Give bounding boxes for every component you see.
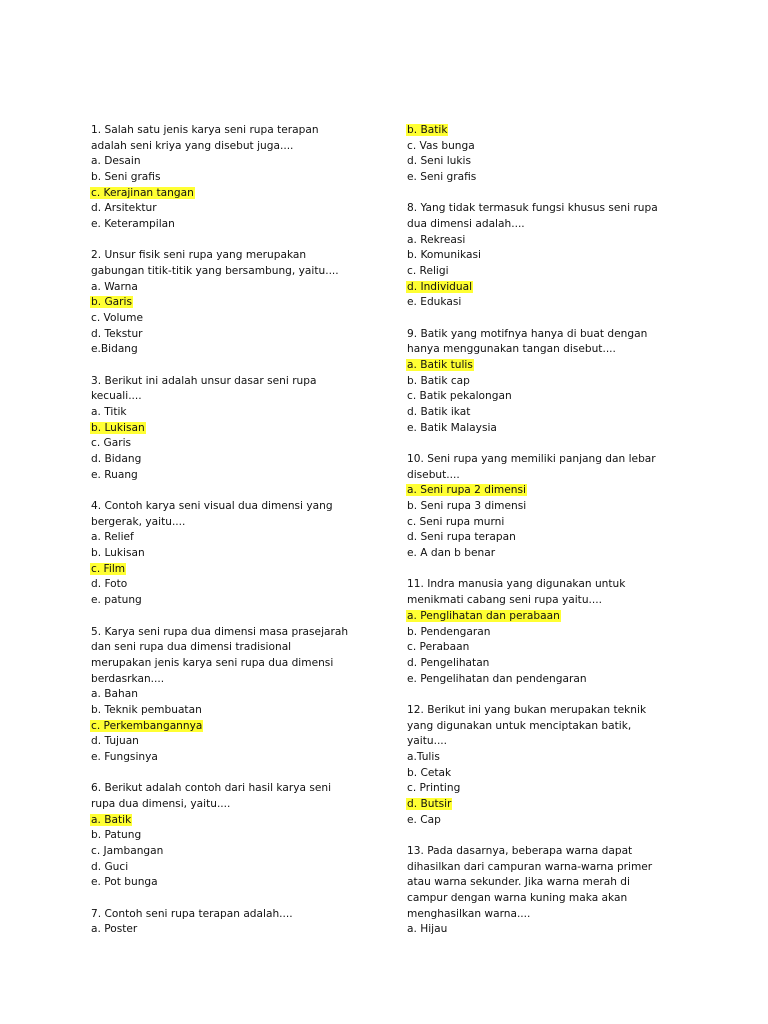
line-text: a. Bahan (91, 688, 138, 701)
question-text (90, 907, 390, 923)
line-text: 7. Contoh seni rupa terapan adalah.... (91, 907, 293, 920)
text-line (406, 530, 706, 546)
line-text: campur dengan warna kuning maka akan (407, 891, 628, 904)
line-text: e. Keterampilan (91, 218, 175, 231)
line-text: d. Batik ikat (407, 406, 471, 419)
text-line (90, 875, 390, 891)
line-text: c. Jambangan (91, 844, 164, 857)
line-text: e. Cap (407, 813, 441, 826)
answer-key-option (90, 186, 390, 202)
line-text: b. Lukisan (91, 421, 145, 434)
line-text: c. Volume (91, 312, 143, 325)
text-line (90, 327, 390, 343)
line-text: 11. Indra manusia yang digunakan untuk (407, 578, 626, 591)
question-text (90, 781, 390, 797)
line-text: adalah seni kriya yang disebut juga.... (91, 139, 294, 152)
line-text (90, 892, 92, 904)
line-text: menikmati cabang seni rupa yaitu.... (407, 594, 603, 607)
line-text: 13. Pada dasarnya, beberapa warna dapat (407, 844, 633, 857)
line-text: d. Seni lukis (407, 155, 471, 168)
answer-key-option (406, 280, 706, 296)
answer-key-option (90, 719, 390, 735)
line-text: c. Printing (407, 782, 461, 795)
line-text: b. Komunikasi (407, 249, 481, 262)
text-line (406, 499, 706, 515)
line-text (406, 312, 408, 324)
line-text: b. Pendengaran (407, 625, 491, 638)
line-text: 3. Berikut ini adalah unsur dasar seni rupa (91, 374, 317, 387)
question-text (406, 703, 706, 719)
line-text (90, 234, 92, 246)
line-text: e. Fungsinya (91, 750, 158, 763)
line-text: 6. Berikut adalah contoh dari hasil karya seni (91, 782, 332, 795)
text-line (90, 154, 390, 170)
answer-key-option (406, 609, 706, 625)
line-text: c. Seni rupa murni (407, 515, 505, 528)
line-text: a. Warna (91, 280, 138, 293)
line-text: 1. Salah satu jenis karya seni rupa terapan (91, 124, 319, 136)
text-line (406, 233, 706, 249)
text-line (406, 875, 706, 891)
text-line (90, 389, 390, 405)
line-text: e. Ruang (91, 468, 138, 481)
text-line (406, 217, 706, 233)
line-text: a.Tulis (407, 750, 440, 763)
text-line (406, 907, 706, 923)
line-text: yang digunakan untuk menciptakan batik, (407, 719, 632, 732)
line-text: c. Film (91, 562, 126, 575)
text-line (406, 295, 706, 311)
text-line (406, 546, 706, 562)
text-line (90, 593, 390, 609)
line-text: dua dimensi adalah.... (407, 218, 525, 231)
line-text: d. Arsitektur (91, 202, 157, 215)
question-text (90, 625, 390, 641)
question-text (406, 844, 706, 860)
text-line (90, 139, 390, 155)
blank-line (90, 233, 390, 249)
line-text: dihasilkan dari campuran warna-warna primer (407, 860, 653, 873)
text-line (406, 860, 706, 876)
line-text: 9. Batik yang motifnya hanya di buat dengan (407, 327, 648, 340)
line-text: yaitu.... (407, 735, 448, 748)
line-text: 10. Seni rupa yang memiliki panjang dan lebar (407, 453, 656, 466)
blank-line (90, 891, 390, 907)
blank-line (90, 358, 390, 374)
line-text: a. Seni rupa 2 dimensi (407, 484, 526, 497)
line-text: bergerak, yaitu.... (91, 515, 186, 528)
right-column (406, 123, 706, 938)
line-text: e. Pot bunga (91, 876, 158, 889)
line-text: d. Seni rupa terapan (407, 531, 516, 544)
line-text: e. patung (91, 594, 142, 607)
line-text: gabungan titik-titik yang bersambung, yaitu.... (91, 265, 339, 278)
line-text: 12. Berikut ini yang bukan merupakan teknik (407, 703, 647, 716)
question-text (406, 201, 706, 217)
text-line (406, 389, 706, 405)
text-line (90, 264, 390, 280)
text-line (90, 405, 390, 421)
text-line (90, 750, 390, 766)
line-text: e. Edukasi (407, 296, 462, 309)
line-text: a. Poster (91, 923, 138, 936)
line-text: b. Seni grafis (91, 171, 161, 184)
line-text: d. Bidang (91, 453, 142, 466)
blank-line (90, 766, 390, 782)
text-line (406, 781, 706, 797)
text-line (406, 672, 706, 688)
text-line (406, 468, 706, 484)
blank-line (406, 562, 706, 578)
text-line (406, 813, 706, 829)
line-text: b. Lukisan (91, 547, 145, 560)
question-text (406, 327, 706, 343)
text-line (90, 452, 390, 468)
line-text: c. Kerajinan tangan (91, 186, 194, 199)
text-line (406, 593, 706, 609)
text-line (406, 264, 706, 280)
line-text: a. Batik (91, 813, 132, 826)
line-text: merupakan jenis karya seni rupa dua dimensi (91, 656, 334, 669)
line-text: d. Foto (91, 578, 128, 591)
question-text (406, 577, 706, 593)
blank-line (406, 828, 706, 844)
line-text: rupa dua dimensi, yaitu.... (91, 797, 231, 810)
text-line (90, 217, 390, 233)
line-text: b. Batik (407, 124, 448, 136)
line-text: a. Rekreasi (407, 233, 466, 246)
text-line (406, 640, 706, 656)
text-line (90, 656, 390, 672)
line-text: d. Tujuan (91, 735, 139, 748)
line-text: e. A dan b benar (407, 547, 496, 560)
line-text: c. Garis (91, 437, 132, 450)
text-line (406, 374, 706, 390)
line-text (90, 359, 92, 371)
line-text: b. Batik cap (407, 374, 470, 387)
line-text: d. Pengelihatan (407, 656, 490, 669)
blank-line (90, 609, 390, 625)
line-text: c. Vas bunga (407, 139, 475, 152)
text-line (90, 342, 390, 358)
question-text (406, 452, 706, 468)
text-line (90, 515, 390, 531)
blank-line (406, 687, 706, 703)
line-text: 8. Yang tidak termasuk fungsi khusus seni rupa (407, 202, 658, 215)
text-line (406, 656, 706, 672)
line-text: a. Relief (91, 531, 134, 544)
text-line (406, 170, 706, 186)
text-line (90, 311, 390, 327)
text-line (90, 922, 390, 938)
question-text (90, 374, 390, 390)
line-text: a. Desain (91, 155, 141, 168)
line-text: disebut.... (407, 468, 460, 481)
text-line (90, 201, 390, 217)
text-line (90, 860, 390, 876)
text-line (90, 703, 390, 719)
text-line (90, 280, 390, 296)
question-text (90, 123, 390, 139)
text-line (406, 625, 706, 641)
answer-key-option (90, 813, 390, 829)
line-text: menghasilkan warna.... (407, 907, 531, 920)
line-text: c. Batik pekalongan (407, 390, 512, 403)
text-line (90, 734, 390, 750)
text-line (406, 922, 706, 938)
line-text: b. Patung (91, 829, 142, 842)
line-text: b. Garis (91, 296, 132, 309)
line-text: a. Batik tulis (407, 359, 473, 372)
text-line (406, 405, 706, 421)
question-text (90, 248, 390, 264)
text-line (90, 828, 390, 844)
line-text (406, 187, 408, 199)
text-line (406, 515, 706, 531)
line-text: a. Hijau (407, 923, 448, 936)
text-line (90, 546, 390, 562)
text-line (90, 844, 390, 860)
line-text: 5. Karya seni rupa dua dimensi masa prasejarah (91, 625, 349, 638)
answer-key-option (406, 797, 706, 813)
line-text: berdasrkan.... (91, 672, 165, 685)
text-line (406, 734, 706, 750)
line-text: c. Perabaan (407, 641, 470, 654)
text-line (90, 672, 390, 688)
blank-line (406, 311, 706, 327)
line-text: hanya menggunakan tangan disebut.... (407, 343, 616, 356)
line-text: kecuali.... (91, 390, 142, 403)
line-text: atau warna sekunder. Jika warna merah di (407, 876, 630, 889)
text-line (406, 248, 706, 264)
line-text: e. Pengelihatan dan pendengaran (407, 672, 587, 685)
line-text: 2. Unsur fisik seni rupa yang merupakan (91, 249, 307, 262)
line-text: 4. Contoh karya seni visual dua dimensi yang (91, 500, 333, 513)
text-line (90, 170, 390, 186)
text-line (90, 687, 390, 703)
answer-key-option (406, 483, 706, 499)
answer-key-option (90, 562, 390, 578)
text-line (406, 154, 706, 170)
line-text: d. Butsir (407, 797, 452, 810)
question-text (90, 499, 390, 515)
line-text: c. Perkembangannya (91, 719, 203, 732)
line-text: a. Titik (91, 406, 127, 419)
text-line (90, 797, 390, 813)
line-text (406, 563, 408, 575)
line-text: c. Religi (407, 265, 449, 278)
line-text: d. Guci (91, 860, 129, 873)
line-text: d. Tekstur (91, 327, 143, 340)
line-text (406, 688, 408, 700)
line-text (406, 437, 408, 449)
text-line (406, 891, 706, 907)
text-line (406, 421, 706, 437)
line-text: e. Batik Malaysia (407, 421, 497, 434)
blank-line (406, 436, 706, 452)
answer-key-option (90, 295, 390, 311)
text-line (90, 468, 390, 484)
blank-line (90, 483, 390, 499)
line-text: b. Seni rupa 3 dimensi (407, 500, 527, 513)
line-text: d. Individual (407, 280, 473, 293)
text-line (406, 719, 706, 735)
line-text (406, 829, 408, 841)
text-line (90, 436, 390, 452)
line-text (90, 610, 92, 622)
left-column (90, 123, 390, 938)
line-text: a. Penglihatan dan perabaan (407, 609, 560, 622)
text-line (90, 640, 390, 656)
blank-line (406, 186, 706, 202)
answer-key-option (406, 123, 706, 139)
text-line (406, 139, 706, 155)
text-line (406, 766, 706, 782)
line-text (90, 767, 92, 779)
line-text: e.Bidang (91, 343, 138, 356)
text-line (90, 530, 390, 546)
line-text: e. Seni grafis (407, 171, 477, 184)
answer-key-option (406, 358, 706, 374)
text-line (406, 750, 706, 766)
text-line (90, 577, 390, 593)
line-text: b. Teknik pembuatan (91, 703, 202, 716)
line-text (90, 484, 92, 496)
answer-key-option (90, 421, 390, 437)
line-text: b. Cetak (407, 766, 452, 779)
text-line (406, 342, 706, 358)
line-text: dan seni rupa dua dimensi tradisional (91, 641, 292, 654)
